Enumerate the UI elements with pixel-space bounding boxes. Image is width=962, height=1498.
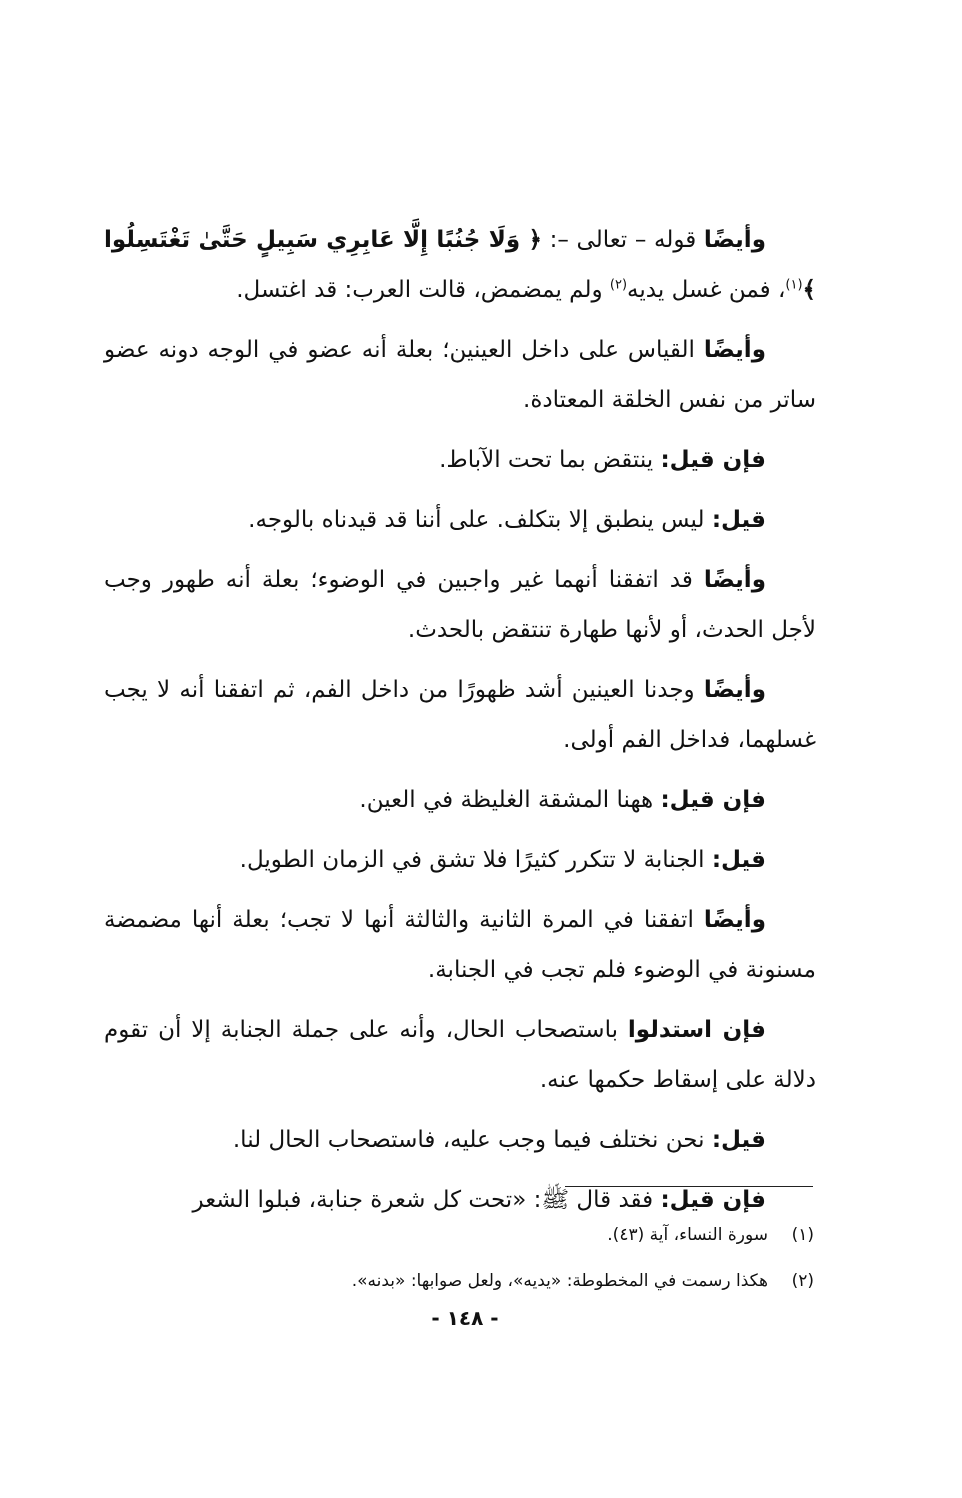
- paragraph-lead: فإن قيل:: [660, 1187, 766, 1213]
- footnote-text: هكذا رسمت في المخطوطة: «يديه»، ولعل صوابها: «بدنه».: [351, 1271, 768, 1291]
- paragraph-lead: وأيضًا: [703, 907, 766, 933]
- paragraph-lead: فإن قيل:: [660, 447, 766, 473]
- paragraph-6: [104, 665, 816, 765]
- paragraph-text: ههنا المشقة الغليظة في العين.: [359, 787, 661, 813]
- paragraph-5: [104, 555, 816, 655]
- footnote-number: (٢): [791, 1271, 814, 1291]
- paragraph-text: اتفقنا في المرة الثانية والثالثة أنها لا تجب؛ بعلة أنها مضمضة مسنونة في الوضوء فلم تجب في الجنابة.: [104, 907, 816, 983]
- paragraph-2: [104, 325, 816, 425]
- footnote-text: سورة النساء، آية (٤٣).: [607, 1225, 768, 1245]
- paragraph-7: [104, 775, 816, 825]
- paragraph-11: [104, 1115, 816, 1165]
- paragraph-text: ، فمن غسل يديه: [627, 277, 786, 303]
- paragraph-text: فقد قال ﷺ: «تحت كل شعرة جنابة، فبلوا الشعر: [192, 1187, 661, 1213]
- paragraph-text: ليس ينطبق إلا بتكلف. على أننا قد قيدناه بالوجه.: [248, 507, 712, 533]
- paragraph-text: وجدنا العينين أشد ظهورًا من داخل الفم، ثم اتفقنا أنه لا يجب غسلهما، فداخل الفم أولى.: [104, 677, 816, 753]
- paragraph-lead: قيل:: [711, 1127, 766, 1153]
- paragraph-text: الجنابة لا تتكرر كثيرًا فلا تشق في الزمان الطويل.: [239, 847, 712, 873]
- paragraph-text: القياس على داخل العينين؛ بعلة أنه عضو في الوجه دونه عضو ساتر من نفس الخلقة المعتادة.: [104, 337, 816, 413]
- paragraph-8: [104, 835, 816, 885]
- paragraph-text: باستصحاب الحال، وأنه على جملة الجنابة إلا أن تقوم دلالة على إسقاط حكمها عنه.: [104, 1017, 816, 1093]
- page-body: [104, 215, 816, 1235]
- page-number: - ١٤٨ -: [431, 1306, 499, 1330]
- footnote-number: (١): [791, 1225, 814, 1245]
- paragraph-4: [104, 495, 816, 545]
- paragraph-text: ولم يمضمض، قالت العرب: قد اغتسل.: [236, 277, 610, 303]
- paragraph-lead: فإن قيل:: [660, 787, 766, 813]
- paragraph-lead: قيل:: [711, 847, 766, 873]
- paragraph-lead: قيل:: [711, 507, 766, 533]
- paragraph-lead: وأيضًا: [703, 677, 766, 703]
- paragraph-9: [104, 895, 816, 995]
- paragraph-3: [104, 435, 816, 485]
- quran-verse: ﴿ وَلَا جُنُبًا إِلَّا عَابِرِي سَبِيلٍ حَتَّىٰ تَغْتَسِلُوا ﴾: [104, 227, 816, 303]
- paragraph-lead: وأيضًا: [703, 337, 766, 363]
- footnote-1: [114, 1222, 814, 1248]
- paragraph-12: [104, 1175, 816, 1225]
- paragraph-text: قوله – تعالى –:: [541, 227, 704, 253]
- paragraph-lead: فإن استدلوا: [627, 1017, 766, 1043]
- footnote-ref-1: (١): [785, 277, 803, 293]
- footnote-divider: [565, 1186, 813, 1187]
- paragraph-lead: وأيضًا: [703, 227, 766, 253]
- footnote-2: [114, 1268, 814, 1294]
- footnote-ref-2: (٢): [609, 277, 628, 293]
- paragraph-text: ينتقض بما تحت الآباط.: [439, 447, 661, 473]
- paragraph-10: [104, 1005, 816, 1105]
- paragraph-text: نحن نختلف فيما وجب عليه، فاستصحاب الحال لنا.: [232, 1127, 712, 1153]
- paragraph-text: قد اتفقنا أنهما غير واجبين في الوضوء؛ بعلة أنه طهور وجب لأجل الحدث، أو لأنها طهارة تنتقض بالحدث.: [104, 567, 816, 643]
- paragraph-1: [104, 215, 816, 315]
- paragraph-lead: وأيضًا: [703, 567, 766, 593]
